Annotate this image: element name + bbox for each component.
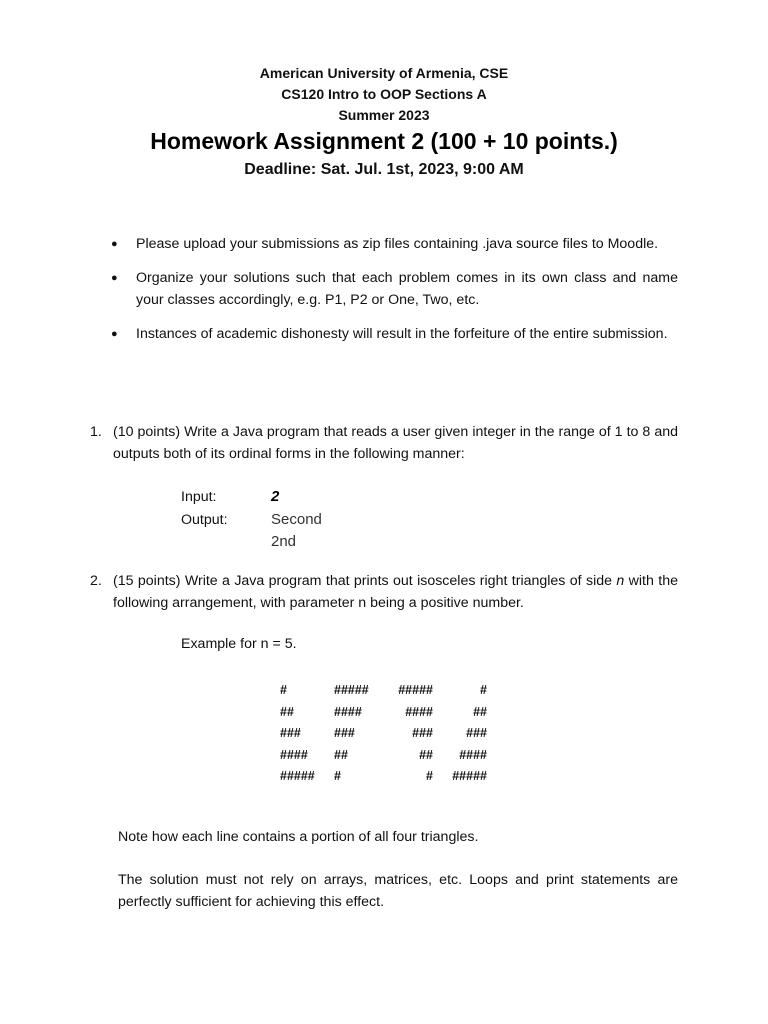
triangle-1-segment: ##### <box>280 769 315 783</box>
triangle-1-segment: #### <box>280 747 308 762</box>
pattern-row <box>280 745 500 767</box>
triangle-1-segment: # <box>280 683 287 697</box>
instruction-item: ● Please upload your submissions as zip files containing .java source files to Moodle. <box>110 234 678 256</box>
triangle-4-segment: ### <box>466 726 487 740</box>
pattern-row <box>280 680 500 702</box>
deadline: Deadline: Sat. Jul. 1st, 2023, 9:00 AM <box>244 161 524 178</box>
triangle-2-segment: # <box>334 769 341 783</box>
example-label: Example for n = 5. <box>181 636 297 652</box>
triangle-2-segment: ## <box>334 747 348 762</box>
triangle-2-segment: #### <box>334 704 362 719</box>
instruction-item: ● Instances of academic dishonesty will result in the forfeiture of the entire submission. <box>110 324 678 346</box>
pattern-row <box>280 723 500 745</box>
problem-1 <box>90 422 678 465</box>
param-n: n <box>616 573 625 589</box>
problem-number: 1. <box>90 424 102 440</box>
output-row <box>181 509 322 532</box>
note-1: Note how each line contains a portion of all four triangles. <box>118 829 479 845</box>
instruction-item: ● Organize your solutions such that each problem comes in its own class and name your classes accordingly, e.g. P1, P2 or One, Two, etc. <box>110 268 678 311</box>
triangle-1-segment: ### <box>280 726 301 740</box>
problem-text: (10 points) Write a Java program that reads a user given integer in the range of 1 to 8 and outputs both of its ordinal forms in the following manner: <box>113 424 678 462</box>
university-line: American University of Armenia, CSE <box>259 65 509 81</box>
output-line-1: Second <box>271 510 322 528</box>
input-label: Input: <box>181 489 217 505</box>
problem-text: (15 points) Write a Java program that prints out isosceles right triangles of side n with the following arrangement, with parameter n being a positive number. <box>113 573 678 611</box>
pattern-row <box>280 766 500 788</box>
triangle-3-segment: # <box>426 769 433 783</box>
triangle-3-segment: ### <box>412 726 433 740</box>
triangle-4-segment: #### <box>459 747 487 762</box>
triangle-4-segment: ## <box>473 704 487 719</box>
output-row-2 <box>181 531 322 554</box>
input-row <box>181 486 322 509</box>
triangle-3-segment: ## <box>419 747 433 762</box>
output-label: Output: <box>181 511 228 528</box>
triangle-1-segment: ## <box>280 704 294 719</box>
problem-2 <box>90 571 678 614</box>
input-value: 2 <box>271 488 280 505</box>
triangle-pattern <box>280 680 500 788</box>
course-line: CS120 Intro to OOP Sections A <box>281 86 487 102</box>
io-example <box>181 486 322 554</box>
term-line: Summer 2023 <box>338 107 430 123</box>
output-line-2: 2nd <box>271 533 297 550</box>
assignment-title: Homework Assignment 2 (100 + 10 points.) <box>150 128 618 154</box>
triangle-3-segment: ##### <box>398 683 433 697</box>
triangle-2-segment: ### <box>334 726 355 740</box>
instructions-list <box>110 234 678 358</box>
triangle-4-segment: # <box>480 683 487 697</box>
triangle-2-segment: ##### <box>334 683 369 697</box>
triangle-4-segment: ##### <box>452 769 487 783</box>
note-2: The solution must not rely on arrays, matrices, etc. Loops and print statements are perfectly sufficient for achieving this effect. <box>118 872 678 910</box>
pattern-row <box>280 702 500 724</box>
problem-number: 2. <box>90 573 102 589</box>
triangle-3-segment: #### <box>405 704 433 719</box>
